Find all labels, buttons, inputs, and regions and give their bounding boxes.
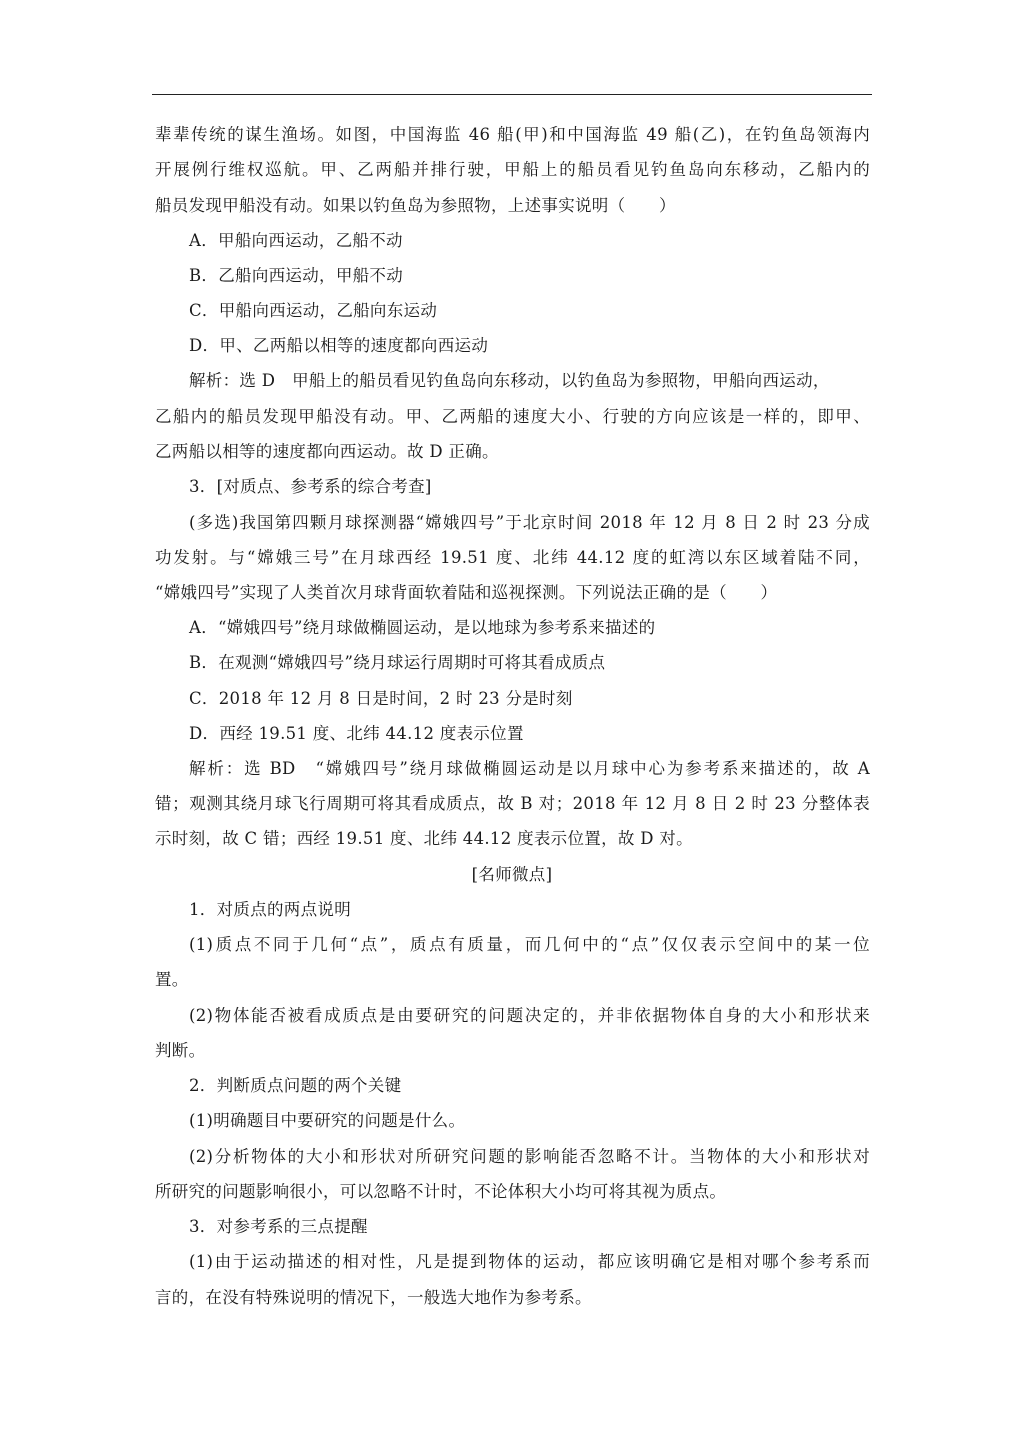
question-2-analysis-line-2: 乙船内的船员发现甲船没有动。甲、乙两船的速度大小、行驶的方向应该是一样的，即甲、 <box>155 407 870 426</box>
question-3-stem-line-2: 功发射。与“嫦娥三号”在月球西经 19.51 度、北纬 44.12 度的虹湾以东区域着陆不同， <box>155 548 870 567</box>
point-2-heading: 2．判断质点问题的两个关键 <box>189 1076 402 1095</box>
question-3-stem-line-3: “嫦娥四号”实现了人类首次月球背面软着陆和巡视探测。下列说法正确的是（ ） <box>155 583 778 602</box>
point-2-item-1: (1)明确题目中要研究的问题是什么。 <box>189 1111 466 1130</box>
question-3-stem-line-1: (多选)我国第四颗月球探测器“嫦娥四号”于北京时间 2018 年 12 月 8 日 2 时 23 分成 <box>189 513 870 532</box>
question-3-option-d: D．西经 19.51 度、北纬 44.12 度表示位置 <box>189 724 524 743</box>
question-3-option-b: B．在观测“嫦娥四号”绕月球运行周期时可将其看成质点 <box>189 653 606 672</box>
point-1-item-1-line-1: (1)质点不同于几何“点”，质点有质量，而几何中的“点”仅仅表示空间中的某一位 <box>189 935 870 954</box>
question-3-option-a: A．“嫦娥四号”绕月球做椭圆运动，是以地球为参考系来描述的 <box>189 618 656 637</box>
point-3-item-1-line-1: (1)由于运动描述的相对性，凡是提到物体的运动，都应该明确它是相对哪个参考系而 <box>189 1252 870 1271</box>
question-2-option-a: A．甲船向西运动，乙船不动 <box>189 231 403 250</box>
question-2-analysis-line-3: 乙两船以相等的速度都向西运动。故 D 正确。 <box>155 442 499 461</box>
question-2-stem-line-1: 辈辈传统的谋生渔场。如图，中国海监 46 船(甲)和中国海监 49 船(乙)，在钓鱼岛领海内 <box>155 125 870 144</box>
question-2-option-d: D．甲、乙两船以相等的速度都向西运动 <box>189 336 489 355</box>
question-2-option-c: C．甲船向西运动，乙船向东运动 <box>189 301 438 320</box>
point-3-heading: 3．对参考系的三点提醒 <box>189 1217 368 1236</box>
question-3-analysis-line-2: 错；观测其绕月球飞行周期可将其看成质点，故 B 对；2018 年 12 月 8 日 2 时 23 分整体表 <box>155 794 870 813</box>
question-3-analysis-line-3: 示时刻，故 C 错；西经 19.51 度、北纬 44.12 度表示位置，故 D 对。 <box>155 829 693 848</box>
point-1-item-1-line-2: 置。 <box>155 970 189 989</box>
point-1-heading: 1．对质点的两点说明 <box>189 900 351 919</box>
question-2-option-b: B．乙船向西运动，甲船不动 <box>189 266 404 285</box>
question-3-analysis-line-1: 解析：选 BD “嫦娥四号”绕月球做椭圆运动是以月球中心为参考系来描述的，故 A <box>189 759 870 778</box>
point-1-item-2-line-2: 判断。 <box>155 1041 206 1060</box>
section-title-mingshi-weidian: [名师微点] <box>471 865 553 884</box>
question-2-analysis-line-1: 解析：选 D 甲船上的船员看见钓鱼岛向东移动，以钓鱼岛为参照物，甲船向西运动， <box>189 371 830 390</box>
question-2-stem-line-2: 开展例行维权巡航。甲、乙两船并排行驶，甲船上的船员看见钓鱼岛向东移动，乙船内的 <box>155 160 870 179</box>
point-3-item-1-line-2: 言的，在没有特殊说明的情况下，一般选大地作为参考系。 <box>155 1288 592 1307</box>
point-1-item-2-line-1: (2)物体能否被看成质点是由要研究的问题决定的，并非依据物体自身的大小和形状来 <box>189 1006 870 1025</box>
header-rule <box>152 94 872 95</box>
question-2-stem-line-3: 船员发现甲船没有动。如果以钓鱼岛为参照物，上述事实说明（ ） <box>155 196 676 215</box>
point-2-item-2-line-2: 所研究的问题影响很小，可以忽略不计时，不论体积大小均可将其视为质点。 <box>155 1182 727 1201</box>
question-3-option-c: C．2018 年 12 月 8 日是时间，2 时 23 分是时刻 <box>189 689 573 708</box>
question-3-heading: 3．[对质点、参考系的综合考查] <box>189 477 432 496</box>
point-2-item-2-line-1: (2)分析物体的大小和形状对所研究问题的影响能否忽略不计。当物体的大小和形状对 <box>189 1147 870 1166</box>
